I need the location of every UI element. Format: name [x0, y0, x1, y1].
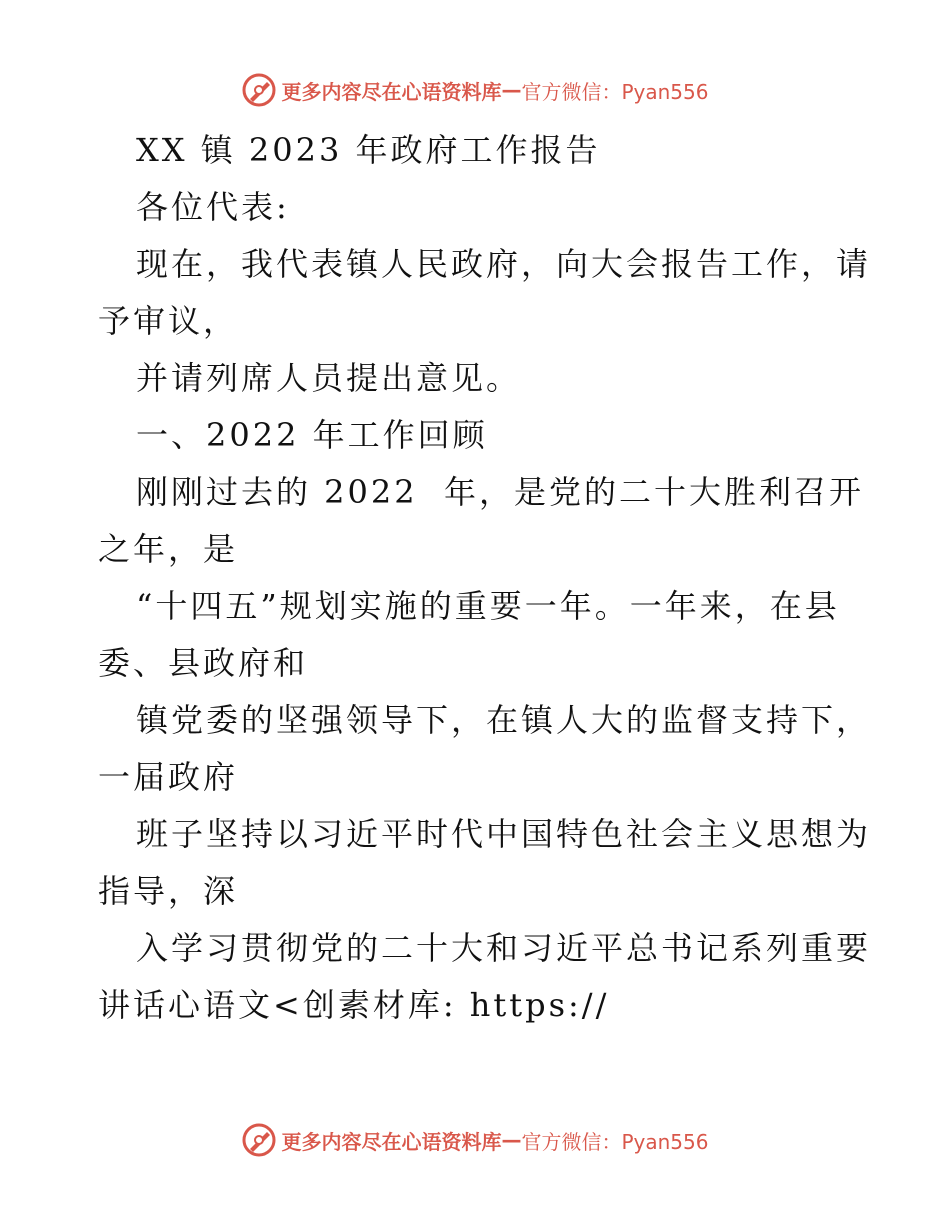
pen-logo-icon: [241, 72, 277, 108]
document-body: [98, 122, 872, 1034]
pen-logo-icon: [241, 1122, 277, 1158]
paragraph-line: “十四五”规划实施的重要一年。一年来，在县: [136, 587, 840, 625]
document-title: XX 镇 2023 年政府工作报告: [136, 131, 601, 169]
paragraph-line: 指导，深: [98, 872, 239, 910]
section-heading: 一、2022 年工作回顾: [136, 416, 488, 454]
footer-dash: —: [501, 1128, 522, 1152]
paragraph-line: 现在，我代表镇人民政府，向大会报告工作，请: [136, 245, 872, 283]
header-watermark: [0, 72, 950, 108]
paragraph-line: 委、县政府和: [98, 644, 309, 682]
paragraph-line: 之年，是: [98, 530, 239, 568]
header-wechat-text: 官方微信：Pyan556: [521, 79, 709, 104]
header-brand-text: 更多内容尽在心语资料库: [281, 79, 502, 104]
header-dash: —: [501, 78, 522, 102]
footer-watermark: [0, 1122, 950, 1158]
footer-brand-text: 更多内容尽在心语资料库: [281, 1129, 502, 1154]
salutation: 各位代表:: [136, 188, 290, 226]
paragraph-line: 一届政府: [98, 758, 239, 796]
footer-wechat-text: 官方微信：Pyan556: [521, 1129, 709, 1154]
paragraph-line: 予审议，: [98, 302, 239, 340]
paragraph-line: 讲话心语文<创素材库: https://: [98, 986, 610, 1024]
paragraph-line: 刚刚过去的 2022 年，是党的二十大胜利召开: [136, 473, 864, 511]
paragraph-line: 并请列席人员提出意见。: [136, 359, 522, 397]
paragraph-line: 入学习贯彻党的二十大和习近平总书记系列重要: [136, 929, 872, 967]
paragraph-line: 班子坚持以习近平时代中国特色社会主义思想为: [136, 815, 872, 853]
paragraph-line: 镇党委的坚强领导下，在镇人大的监督支持下，: [136, 701, 872, 739]
